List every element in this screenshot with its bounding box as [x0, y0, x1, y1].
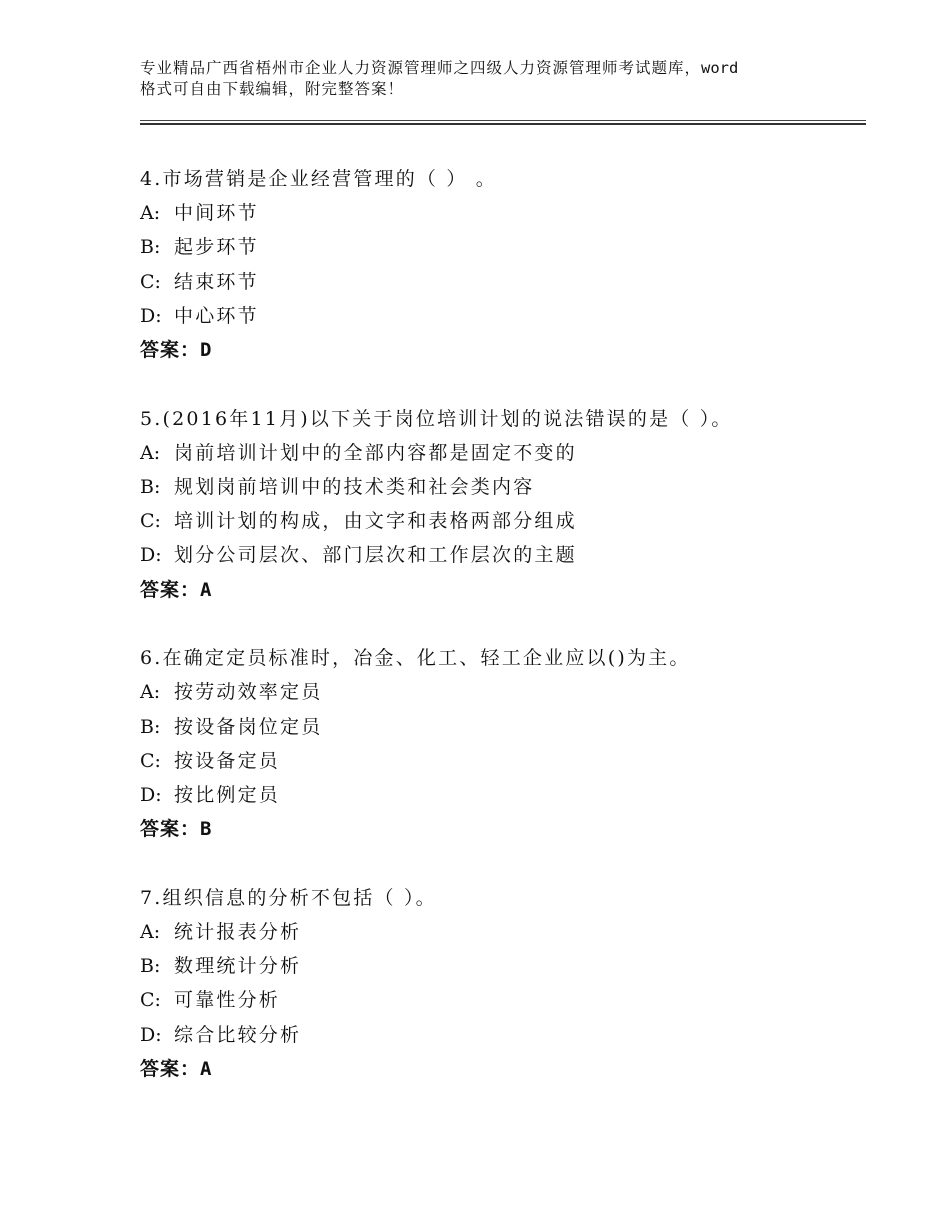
option-a — [140, 196, 860, 230]
option-a — [140, 436, 860, 470]
answer-label: 答案： — [140, 578, 201, 601]
answer-label: 答案： — [140, 1057, 201, 1080]
option-c — [140, 983, 860, 1017]
option-letter: B: — [140, 476, 161, 498]
option-text: 数理统计分析 — [174, 955, 302, 978]
option-text: 按设备定员 — [174, 749, 281, 772]
option-text: 可靠性分析 — [174, 989, 281, 1012]
answer-line — [140, 573, 860, 607]
option-text: 结束环节 — [174, 270, 259, 293]
option-letter: D: — [140, 1023, 162, 1046]
option-letter: C: — [140, 989, 161, 1012]
option-c — [140, 504, 860, 538]
option-text: 按劳动效率定员 — [174, 681, 323, 704]
option-letter: C: — [140, 510, 161, 533]
option-text: 中间环节 — [174, 202, 259, 225]
answer-value: A — [200, 578, 212, 601]
question-7 — [140, 881, 860, 1086]
header-title-text: 专业精品广西省梧州市企业人力资源管理师之四级人力资源管理师考试题库， — [140, 59, 702, 77]
answer-value: D — [200, 338, 212, 361]
option-letter: C: — [140, 270, 161, 293]
option-b — [140, 230, 860, 264]
option-d — [140, 299, 860, 333]
answer-value: B — [200, 818, 212, 841]
question-4 — [140, 162, 860, 367]
option-letter: B: — [140, 236, 161, 259]
option-text: 按设备岗位定员 — [174, 715, 323, 738]
option-letter: A: — [140, 441, 161, 464]
option-a — [140, 915, 860, 949]
option-letter: B: — [140, 715, 161, 738]
option-text: 中心环节 — [174, 304, 259, 327]
answer-label: 答案： — [140, 338, 201, 361]
option-a — [140, 675, 860, 709]
option-text: 统计报表分析 — [174, 921, 302, 944]
option-b — [140, 949, 860, 983]
question-stem: 6.在确定定员标准时，冶金、化工、轻工企业应以()为主。 — [140, 647, 691, 670]
option-d — [140, 778, 860, 812]
question-stem: 5.(2016年11月)以下关于岗位培训计划的说法错误的是（ ）。 — [140, 407, 733, 430]
answer-line — [140, 333, 860, 367]
option-d — [140, 1018, 860, 1052]
option-d — [140, 538, 860, 572]
option-letter: A: — [140, 202, 161, 225]
option-text: 综合比较分析 — [174, 1023, 302, 1046]
option-b — [140, 470, 860, 504]
question-stem: 7.组织信息的分析不包括（ ）。 — [140, 886, 437, 909]
option-text: 按比例定员 — [174, 784, 281, 806]
option-b — [140, 710, 860, 744]
option-text: 起步环节 — [174, 236, 259, 259]
option-c — [140, 744, 860, 778]
option-letter: D: — [140, 784, 162, 806]
question-stem: 4.市场营销是企业经营管理的（ ） 。 — [140, 168, 498, 190]
header-divider-thick — [140, 123, 866, 125]
option-c — [140, 265, 860, 299]
answer-line — [140, 812, 860, 846]
header-word-text: word — [701, 59, 739, 77]
option-text: 培训计划的构成，由文字和表格两部分组成 — [174, 510, 577, 533]
option-letter: D: — [140, 304, 162, 327]
option-letter: D: — [140, 544, 162, 567]
document-header — [140, 58, 840, 100]
answer-value: A — [200, 1057, 212, 1080]
header-divider-thin — [140, 120, 866, 121]
question-6 — [140, 641, 860, 846]
header-line-2: 格式可自由下载编辑，附完整答案！ — [140, 80, 405, 98]
option-letter: B: — [140, 955, 161, 978]
option-text: 划分公司层次、部门层次和工作层次的主题 — [174, 544, 577, 567]
option-letter: A: — [140, 681, 161, 704]
answer-label: 答案： — [140, 818, 201, 841]
question-list — [140, 162, 860, 1121]
option-text: 规划岗前培训中的技术类和社会类内容 — [174, 476, 535, 498]
answer-line — [140, 1052, 860, 1086]
option-letter: C: — [140, 749, 161, 772]
option-letter: A: — [140, 921, 161, 944]
option-text: 岗前培训计划中的全部内容都是固定不变的 — [174, 441, 577, 464]
question-5 — [140, 402, 860, 607]
header-line-1 — [140, 58, 840, 79]
